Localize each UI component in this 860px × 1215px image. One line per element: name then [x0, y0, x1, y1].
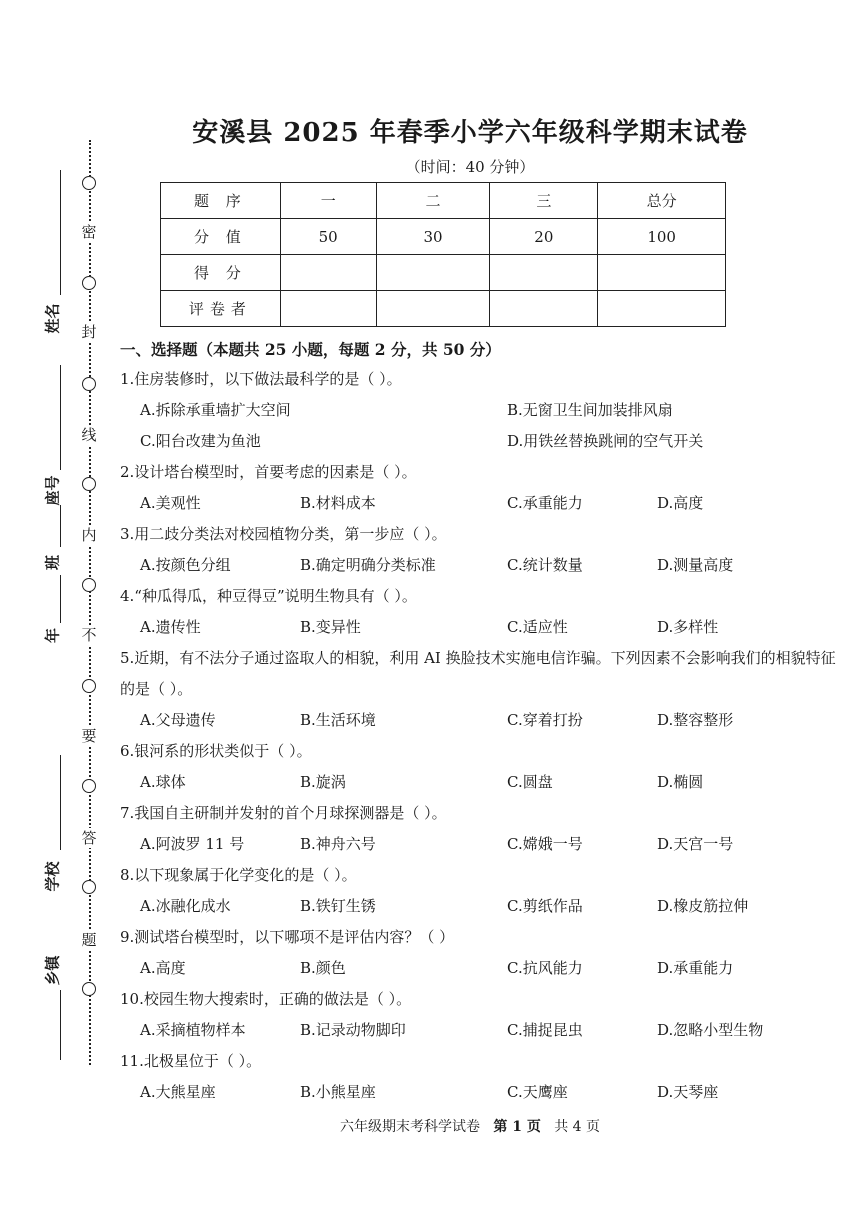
footer-page-number: 第 1 页	[493, 1119, 541, 1135]
table-cell: 一	[280, 183, 376, 219]
option-b: B.颜色	[300, 959, 346, 977]
option-a: A.大熊星座	[140, 1083, 216, 1101]
option-c: C.捕捉昆虫	[507, 1021, 583, 1039]
score-entry-cell[interactable]	[490, 255, 598, 291]
option-b: B.旋涡	[300, 773, 346, 791]
table-cell: 总分	[598, 183, 726, 219]
table-cell: 100	[598, 219, 726, 255]
score-table-row	[161, 291, 726, 327]
seal-char: 密	[78, 222, 100, 242]
option-b: B.生活环境	[300, 711, 376, 729]
question-stem: 2.设计塔台模型时，首要考虑的因素是（ ）。	[120, 463, 417, 481]
question-stem: 6.银河系的形状类似于（ ）。	[120, 742, 312, 760]
seal-circle	[82, 779, 96, 793]
seal-char: 不	[78, 625, 100, 645]
option-b: B.记录动物脚印	[300, 1021, 406, 1039]
seal-char: 线	[78, 425, 100, 445]
option-c: C.阳台改建为鱼池	[140, 432, 261, 450]
table-cell: 50	[280, 219, 376, 255]
score-table-row	[161, 255, 726, 291]
option-a: A.采摘植物样本	[140, 1021, 246, 1039]
seal-char: 答	[78, 828, 100, 848]
questions-section	[120, 336, 840, 1108]
table-cell: 三	[490, 183, 598, 219]
seal-circle	[82, 377, 96, 391]
option-c: C.剪纸作品	[507, 897, 583, 915]
seal-circle	[82, 176, 96, 190]
score-entry-cell[interactable]	[376, 255, 490, 291]
option-c: C.适应性	[507, 618, 568, 636]
question-options	[120, 953, 840, 984]
option-a: A.父母遗传	[140, 711, 216, 729]
option-d: D.整容整形	[657, 711, 734, 729]
question-options	[120, 612, 840, 643]
question-stem: 10.校园生物大搜索时，正确的做法是（ ）。	[120, 990, 412, 1008]
seal-circle	[82, 880, 96, 894]
question-stem: 8.以下现象属于化学变化的是（ ）。	[120, 866, 357, 884]
option-d: D.忽略小型生物	[657, 1021, 764, 1039]
option-d: D.天琴座	[657, 1083, 719, 1101]
question-stem: 7.我国自主研制并发射的首个月球探测器是（ ）。	[120, 804, 447, 822]
option-c: C.嫦娥一号	[507, 835, 583, 853]
question-options	[120, 829, 840, 860]
option-a: A.遗传性	[140, 618, 201, 636]
question-options	[120, 426, 840, 457]
option-d: D.承重能力	[657, 959, 734, 977]
option-a: A.高度	[140, 959, 186, 977]
question-stem: 1.住房装修时，以下做法最科学的是（ ）。	[120, 370, 402, 388]
question-stem: 5.近期，有不法分子通过盗取人的相貌，利用 AI 换脸技术实施电信诈骗。下列因素不会影响我们的相貌特征的是（ ）。	[120, 649, 836, 698]
question-options	[120, 891, 840, 922]
option-b: B.材料成本	[300, 494, 376, 512]
question-options	[120, 1015, 840, 1046]
option-c: C.抗风能力	[507, 959, 583, 977]
option-c: C.穿着打扮	[507, 711, 583, 729]
table-cell: 题 序	[161, 183, 281, 219]
seal-char: 封	[78, 322, 100, 342]
option-c: C.圆盘	[507, 773, 553, 791]
seal-circle	[82, 578, 96, 592]
exam-duration: （时间：40 分钟）	[405, 158, 535, 176]
table-cell: 20	[490, 219, 598, 255]
option-a: A.球体	[140, 773, 186, 791]
table-cell: 得 分	[161, 255, 281, 291]
class-blank[interactable]	[60, 505, 61, 547]
grader-entry-cell[interactable]	[490, 291, 598, 327]
town-blank[interactable]	[60, 990, 61, 1060]
grader-entry-cell[interactable]	[280, 291, 376, 327]
seal-char: 题	[78, 930, 100, 950]
option-b: B.无窗卫生间加装排风扇	[507, 401, 673, 419]
question-stem: 9.测试塔台模型时，以下哪项不是评估内容？（ ）	[120, 928, 455, 946]
section-title: 一、选择题（本题共 25 小题，每题 2 分，共 50 分）	[120, 340, 501, 359]
score-table-row	[161, 183, 726, 219]
option-a: A.拆除承重墙扩大空间	[140, 401, 291, 419]
option-b: B.确定明确分类标准	[300, 556, 436, 574]
option-d: D.测量高度	[657, 556, 734, 574]
binding-strip	[0, 0, 125, 1215]
seal-circle	[82, 276, 96, 290]
option-c: C.统计数量	[507, 556, 583, 574]
option-a: A.美观性	[140, 494, 201, 512]
question-options	[120, 705, 840, 736]
option-a: A.阿波罗 11 号	[140, 835, 245, 853]
score-entry-cell[interactable]	[598, 255, 726, 291]
grader-entry-cell[interactable]	[598, 291, 726, 327]
option-a: A.冰融化成水	[140, 897, 231, 915]
seal-circle	[82, 679, 96, 693]
question-options	[120, 395, 840, 426]
school-blank[interactable]	[60, 755, 61, 850]
option-b: B.变异性	[300, 618, 361, 636]
seal-char: 内	[78, 525, 100, 545]
option-c: C.天鹰座	[507, 1083, 568, 1101]
seat-blank[interactable]	[60, 365, 61, 470]
option-b: B.神舟六号	[300, 835, 376, 853]
question-options	[120, 1077, 840, 1108]
school-label: 学校	[43, 861, 62, 892]
table-cell: 分 值	[161, 219, 281, 255]
exam-title: 安溪县 2025 年春季小学六年级科学期末试卷	[192, 118, 748, 148]
score-table-row	[161, 219, 726, 255]
page-footer	[160, 1116, 780, 1136]
question-options	[120, 767, 840, 798]
option-b: B.铁钉生锈	[300, 897, 376, 915]
grader-entry-cell[interactable]	[376, 291, 490, 327]
score-table	[160, 182, 726, 327]
option-c: C.承重能力	[507, 494, 583, 512]
seal-circle	[82, 982, 96, 996]
town-label: 乡镇	[43, 955, 62, 986]
question-stem: 11.北极星位于（ ）。	[120, 1052, 262, 1070]
footer-exam-name: 六年级期末考科学试卷	[339, 1119, 480, 1135]
table-cell: 评卷者	[161, 291, 281, 327]
name-blank[interactable]	[60, 170, 61, 295]
option-d: D.椭圆	[657, 773, 704, 791]
option-d: D.天宫一号	[657, 835, 734, 853]
option-d: D.用铁丝替换跳闸的空气开关	[507, 432, 704, 450]
score-entry-cell[interactable]	[280, 255, 376, 291]
table-cell: 二	[376, 183, 490, 219]
question-stem: 4.“种瓜得瓜，种豆得豆”说明生物具有（ ）。	[120, 587, 417, 605]
option-d: D.多样性	[657, 618, 719, 636]
question-options	[120, 488, 840, 519]
seat-label: 座号	[43, 475, 62, 506]
seal-circle	[82, 477, 96, 491]
option-a: A.按颜色分组	[140, 556, 231, 574]
option-d: D.高度	[657, 494, 704, 512]
seal-char: 要	[78, 726, 100, 746]
grade-label: 年	[43, 628, 62, 644]
question-stem: 3.用二歧分类法对校园植物分类，第一步应（ ）。	[120, 525, 447, 543]
table-cell: 30	[376, 219, 490, 255]
option-d: D.橡皮筋拉伸	[657, 897, 749, 915]
option-b: B.小熊星座	[300, 1083, 376, 1101]
class-label: 班	[43, 555, 62, 571]
question-options	[120, 550, 840, 581]
footer-total-pages: 共 4 页	[554, 1119, 601, 1135]
name-label: 姓名	[43, 303, 62, 334]
